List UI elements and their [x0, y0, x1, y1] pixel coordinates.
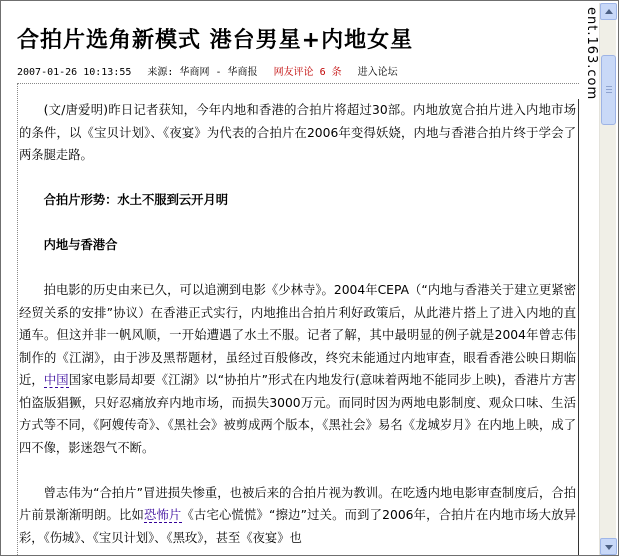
article-paragraph: (文/唐爱明)昨日记者获知，今年内地和香港的合拍片将超过30部。内地放宽合拍片进入内地市场的条件，以《宝贝计划》、《夜宴》为代表的合拍片在2006年变得妖娆，内地与香港合拍片终于学会了两条腿走路。: [19, 103, 576, 162]
article-source: 来源: 华商网 - 华商报: [147, 67, 258, 78]
article-paragraph: [19, 279, 576, 459]
site-label: ent.163.com: [584, 7, 599, 101]
article-paragraph: [19, 482, 576, 550]
paragraph-text: 拍电影的历史由来已久，可以追溯到电影《少林寺》。2004年CEPA（“内地与香港关于建立更紧密经贸关系的安排”协议）在香港正式实行，内地推出合拍片利好政策后，从此港片搭上了进入内地的直通车。但这并非一帆风顺，一开始遭遇了水土不服。记者了解，其中最明显的例子就是2004年曾志伟制作的《江湖》，由于涉及黑帮题材，虽经过百般修改，终究未能通过内地审查，眼看香港公映日期临近，: [19, 283, 576, 387]
forum-link[interactable]: 进入论坛: [357, 67, 398, 78]
keyword-link[interactable]: 恐怖片: [144, 508, 182, 522]
section-heading: 合拍片形势：水土不服到云开月明: [43, 193, 229, 207]
keyword-link[interactable]: 中国: [43, 373, 69, 387]
scroll-down-button[interactable]: [600, 538, 617, 555]
grip-icon: [606, 86, 612, 87]
section-heading: 内地与香港合: [43, 238, 118, 252]
scroll-thumb[interactable]: [601, 55, 616, 125]
article-meta: [17, 63, 408, 78]
left-divider: [17, 83, 18, 555]
header-divider: [17, 83, 579, 84]
paragraph-text: 国家电影局却要《江湖》以“协拍片”形式在内地发行(意味着两地不能同步上映)，香港片方害怕盗版猖獗，只好忍痛放弃内地市场，而损失3000万元。而同时因为两地电影制度、观众口味、生活方式等不同，《阿嫂传奇》、《黑社会》被剪成两个版本，《黑社会》易名《龙城岁月》在内地上映，成了四不像，影迷怨气不断。: [19, 373, 576, 455]
vertical-scrollbar[interactable]: [599, 3, 616, 555]
article-date: 2007-01-26 10:13:55: [17, 67, 132, 78]
grip-icon: [606, 92, 612, 93]
right-divider: [578, 99, 579, 555]
grip-icon: [606, 89, 612, 90]
scroll-up-button[interactable]: [600, 3, 617, 20]
article-body: [19, 99, 576, 555]
paragraph-text: 《古宅心慌慌》“擦边”过关。而到了2006年，合拍片在内地市场大放异彩，《伤城》、《宝贝计划》、《黑玫》，甚至《夜宴》也: [19, 508, 576, 545]
article-page: [3, 3, 599, 555]
comments-link[interactable]: 网友评论 6 条: [273, 67, 342, 78]
paragraph-text: 曾志伟为“合拍片”冒进损失惨重，也被后来的合拍片视为教训。在吃透内地电影审查制度后，合拍片前景渐渐明朗。比如: [19, 485, 576, 522]
page-title: 合拍片选角新模式 港台男星+内地女星: [17, 28, 414, 53]
arrow-up-icon: [605, 9, 613, 14]
arrow-down-icon: [605, 545, 613, 550]
